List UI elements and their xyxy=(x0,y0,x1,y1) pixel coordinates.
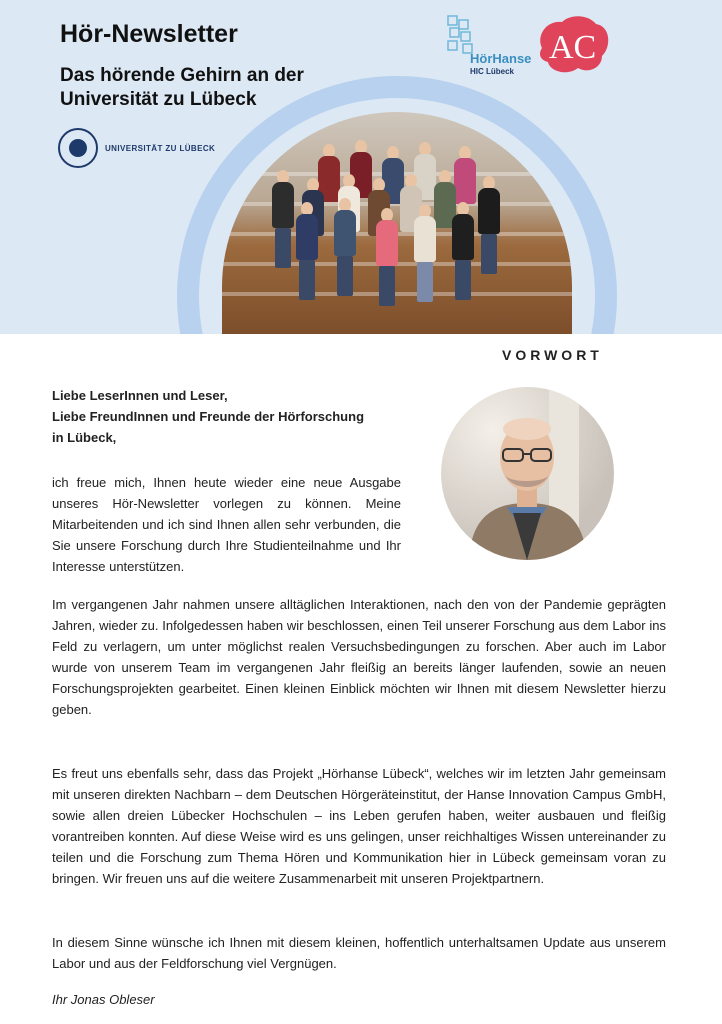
author-portrait xyxy=(441,387,614,560)
ac-logo xyxy=(532,12,612,78)
salutation-line: Liebe FreundInnen und Freunde der Hörforschung xyxy=(52,409,365,424)
salutation xyxy=(52,385,412,448)
hoerhanse-logo-sub: HIC Lübeck xyxy=(470,67,515,76)
university-logo-name: UNIVERSITÄT ZU LÜBECK xyxy=(105,143,216,153)
signature: Ihr Jonas Obleser xyxy=(52,992,155,1007)
salutation-line: in Lübeck, xyxy=(52,430,117,445)
hoerhanse-mark-icon xyxy=(446,14,476,54)
newsletter-subtitle: Das hörende Gehirn an der Universität zu Lübeck xyxy=(60,65,304,110)
ac-logo-text: AC xyxy=(549,29,597,66)
hoerhanse-logo xyxy=(444,14,530,78)
paragraph: Es freut uns ebenfalls sehr, dass das Projekt „Hörhanse Lübeck“, welches wir im letzten Jahr gemeinsam mit unseren direkten Nachbarn – dem Deutschen Hörgeräteinstitut, der Hanse Innovation Campus GmbH, sowie allen dreien Lübecker Hochschulen – ins Leben gerufen haben, weiter ausbauen und fleißig vorantreiben konnten. Auf diese Weise wird es uns gelingen, unser reichhaltiges Wissen untereinander zu teilen und die Forschung zum Thema Hören und Kommunikation hier in Lübeck gemeinsam voran zu bringen. Wir freuen uns auf die weitere Zusammenarbeit mit unseren Projektpartnern. xyxy=(52,766,666,886)
paragraph: Im vergangenen Jahr nahmen unsere alltäglichen Interaktionen, nach den von der Pandemie geprägten Jahren, wieder zu. Infolgedessen haben wir beschlossen, einen Teil unserer Forschung aus dem Labor ins Feld zu verlagern, um unter möglichst realen Versuchsbedingungen zu forschen. Aber auch im Labor wurde von unserem Team im vergangenen Jahr fleißig an bereits länger laufenden, sowie an neuen Forschungsprojekten gearbeitet. Einen kleinen Einblick möchten wir Ihnen mit diesem Newsletter hierzu geben. xyxy=(52,597,666,717)
header-banner xyxy=(0,0,722,334)
hoerhanse-logo-name: HörHanse xyxy=(470,51,532,66)
paragraph: ich freue mich, Ihnen heute wieder eine neue Ausgabe unseres Hör-Newsletter vorlegen zu können. Meine Mitarbeitenden und ich sind Ihnen allen sehr verbunden, die Sie unsere Forschung durch Ihre Studienteilnahme und Ihr Interesse unterstützen. xyxy=(52,475,401,574)
section-heading: VORWORT xyxy=(502,347,603,363)
paragraph: In diesem Sinne wünsche ich Ihnen mit diesem kleinen, hoffentlich unterhaltsamen Update aus unserem Labor und aus der Feldforschung viel Vergnügen. xyxy=(52,935,666,971)
university-logo xyxy=(58,128,215,168)
salutation-line: Liebe LeserInnen und Leser, xyxy=(52,388,228,403)
university-seal-icon xyxy=(58,128,98,168)
newsletter-title: Hör-Newsletter xyxy=(60,20,238,48)
